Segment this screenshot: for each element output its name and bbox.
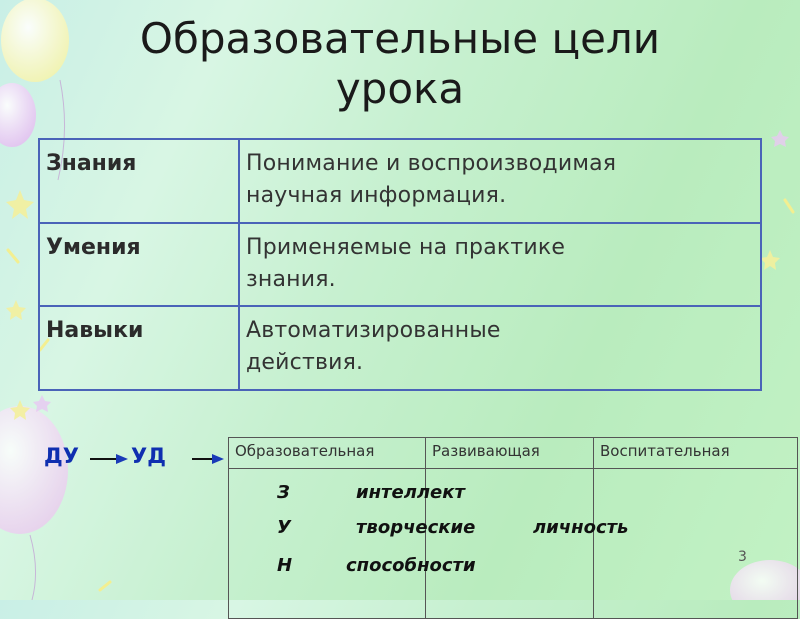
page-title: Образовательные цели урока — [139, 14, 661, 113]
goal-tvorcheskie: творческие — [356, 517, 476, 538]
goals-header-cell: Развивающая — [426, 438, 594, 469]
arrow-right-icon — [88, 452, 130, 466]
flow-du: ДУ — [44, 444, 79, 468]
goal-u: У — [277, 517, 291, 538]
goals-header-cell: Воспитательная — [594, 438, 798, 469]
table-row — [39, 223, 761, 307]
goal-z: З — [277, 482, 290, 503]
balloon-shape — [0, 83, 36, 147]
table-row — [39, 139, 761, 223]
row-key: Знания — [39, 139, 239, 223]
row-key: Умения — [39, 223, 239, 307]
arrow-right-icon — [190, 452, 226, 466]
row-value: Применяемые на практике знания. — [239, 223, 761, 307]
goal-n: Н — [277, 555, 293, 576]
goals-body-row — [229, 469, 798, 619]
goals-table — [228, 437, 798, 619]
goal-lichnost: личность — [533, 517, 629, 538]
balloon-shape — [0, 406, 68, 534]
page-number: 3 — [738, 549, 747, 565]
balloon-shape — [1, 0, 69, 82]
row-value: Понимание и воспроизводимая научная информация. — [239, 139, 761, 223]
definitions-table — [38, 138, 762, 391]
row-key: Навыки — [39, 306, 239, 390]
goal-intellect: интеллект — [356, 482, 465, 503]
row-value: Автоматизированные действия. — [239, 306, 761, 390]
goals-header-row — [229, 438, 798, 469]
goal-sposobnosti: способности — [346, 555, 476, 576]
goals-header-cell: Образовательная — [229, 438, 426, 469]
table-row — [39, 306, 761, 390]
flow-ud: УД — [131, 444, 166, 468]
